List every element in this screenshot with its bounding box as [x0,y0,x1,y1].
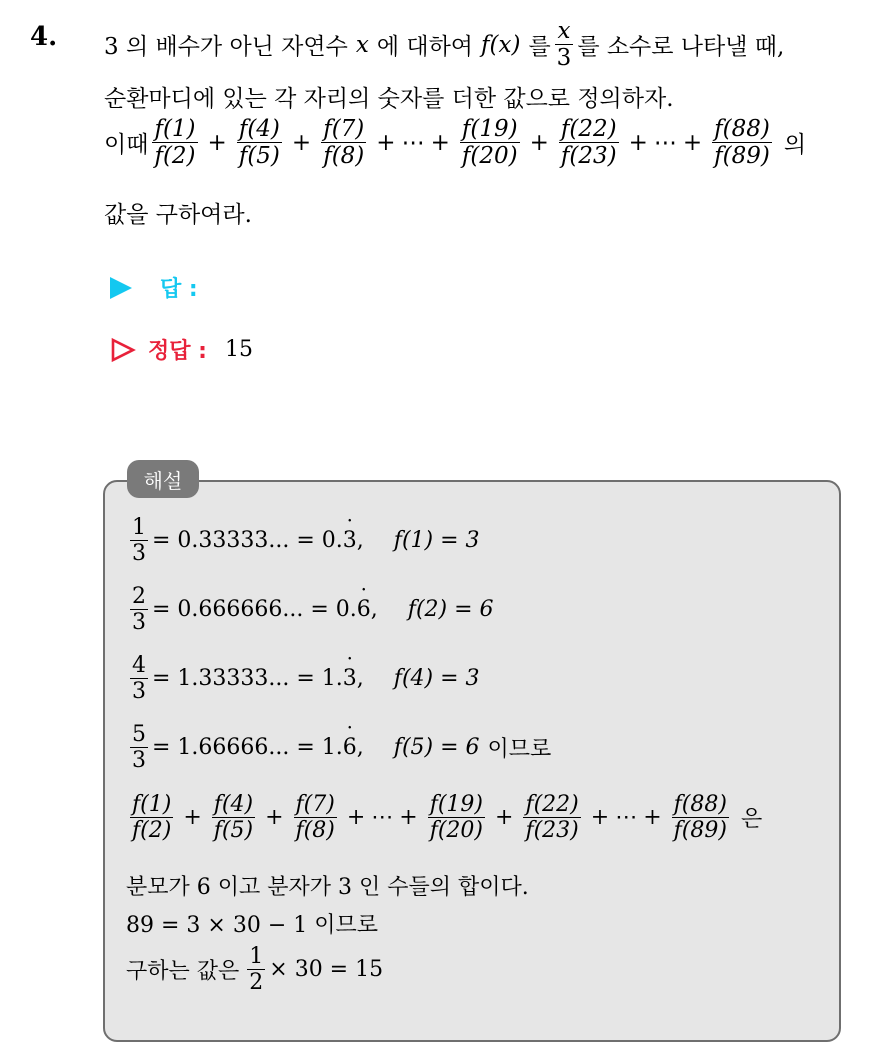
denominator: f(2) [154,143,196,170]
problem-line-2: 순환마디에 있는 각 자리의 숫자를 더한 값으로 정의하자. [104,86,674,112]
text: 의 [783,132,807,159]
explanation-row-7: 89 = 3 × 30 − 1 이므로 [126,913,378,938]
denominator: 3 [556,45,572,72]
plus-sign: + [346,805,366,831]
function-value: f(4) = 3 [393,666,480,692]
denominator: 3 [132,679,146,705]
fraction-term [212,792,255,844]
plus-sign: + [430,129,450,156]
function-value: f(5) = 6 [393,735,480,761]
equation-text: × 30 = 15 [269,957,384,983]
fraction-term [237,116,282,170]
denominator: f(23) [525,818,579,844]
equation-text: = 1.33333... = 1. [152,666,343,692]
text: 를 소수로 나타낼 때, [577,34,785,61]
fraction-term [321,116,366,170]
denominator: 3 [132,610,146,636]
text: 구하는 값은 [126,959,240,985]
ellipsis: ⋯ [653,129,677,156]
answer-label: 답 : [160,277,198,302]
equation-text: = 0.666666... = 0. [152,597,357,623]
repeating-digit: ˙ 3 [343,666,357,691]
text: 이때 [104,132,149,159]
numerator: f(7) [323,116,365,142]
fraction-x-over-3 [555,18,574,72]
denominator: 2 [249,970,264,996]
explanation-tag: 해설 [127,460,199,498]
fraction [130,515,148,567]
fraction-term [294,792,337,844]
ellipsis: ⋯ [615,805,638,831]
denominator: f(2) [132,818,172,844]
denominator: 3 [132,748,146,774]
fraction-term [428,792,485,844]
denominator: f(89) [673,818,727,844]
problem-line-1 [104,18,784,72]
numerator: 5 [132,722,146,747]
plus-sign: + [376,129,396,156]
plus-sign: + [628,129,648,156]
answer-row [110,272,198,303]
denominator: f(89) [714,143,770,170]
numerator: f(19) [429,792,483,817]
comma: , [370,597,378,623]
problem-number: 4. [30,22,58,52]
plus-sign: + [643,805,662,831]
function-value: f(2) = 6 [407,597,494,623]
numerator: f(4) [238,116,280,142]
numerator: f(22) [560,116,617,142]
denominator: f(20) [429,818,483,844]
explanation-row-3 [126,653,480,705]
denominator: f(5) [238,143,280,170]
plus-sign: + [291,129,312,156]
ellipsis: ⋯ [371,805,394,831]
numerator: f(22) [525,792,579,817]
equation-text: = 0.33333... = 0. [152,528,343,554]
plus-sign: + [495,805,514,831]
play-icon [110,277,132,299]
numerator: f(4) [213,792,254,817]
text: 이므로 [487,737,552,763]
denominator: f(8) [295,818,335,844]
numerator: f(19) [461,116,518,142]
denominator: f(5) [213,818,254,844]
comma: , [356,666,364,692]
fraction-term [130,792,173,844]
comma: , [356,735,364,761]
fraction [247,944,265,996]
plus-sign: + [399,805,418,831]
denominator: f(23) [560,143,617,170]
plus-sign: + [590,805,610,831]
ellipsis: ⋯ [401,129,425,156]
fraction-term [559,116,619,170]
repeating-digit: ˙ 6 [343,735,357,760]
text: 를 [528,34,551,61]
numerator: f(88) [714,116,770,142]
text: 3 의 배수가 아닌 자연수 [104,34,348,61]
explanation-row-1 [126,515,480,567]
fraction-term [672,792,729,844]
text: 에 대하여 [376,34,474,61]
fraction [130,722,148,774]
explanation-row-4 [126,722,551,774]
plus-sign: + [207,129,227,156]
problem-line-3 [104,116,806,170]
problem-line-4: 값을 구하여라. [104,202,252,228]
numerator: 4 [132,653,146,678]
plus-sign: + [265,805,284,831]
function-fx: f(x) [481,31,521,58]
correct-answer-label: 정답 : [148,339,207,364]
repeating-digit: ˙ 6 [357,597,371,622]
denominator: f(20) [461,143,518,170]
numerator: f(1) [154,116,196,142]
play-outline-icon [110,337,136,363]
fraction [130,653,148,705]
plus-sign: + [682,129,703,156]
numerator: x [557,18,571,44]
fraction-term [523,792,580,844]
correct-answer-row [110,334,253,365]
fraction-term [460,116,520,170]
comma: , [356,528,364,554]
numerator: 2 [132,584,146,609]
explanation-row-5 [126,792,762,844]
explanation-row-2 [126,584,494,636]
fraction [130,584,148,636]
numerator: 1 [132,515,146,540]
denominator: 3 [132,541,146,567]
variable-x: x [355,31,369,58]
explanation-row-6: 분모가 6 이고 분자가 3 인 수들의 합이다. [126,875,529,900]
plus-sign: + [183,805,202,831]
numerator: f(88) [673,792,727,817]
numerator: f(7) [295,792,335,817]
numerator: 1 [249,944,264,969]
plus-sign: + [529,129,549,156]
function-value: f(1) = 3 [393,528,480,554]
fraction-term [152,116,197,170]
explanation-row-8 [126,944,383,996]
equation-text: = 1.66666... = 1. [152,735,343,761]
denominator: f(8) [323,143,365,170]
text: 은 [740,807,763,833]
numerator: f(1) [132,792,172,817]
fraction-term [712,116,772,170]
correct-answer-value: 15 [224,337,253,362]
repeating-digit: ˙ 3 [343,528,357,553]
